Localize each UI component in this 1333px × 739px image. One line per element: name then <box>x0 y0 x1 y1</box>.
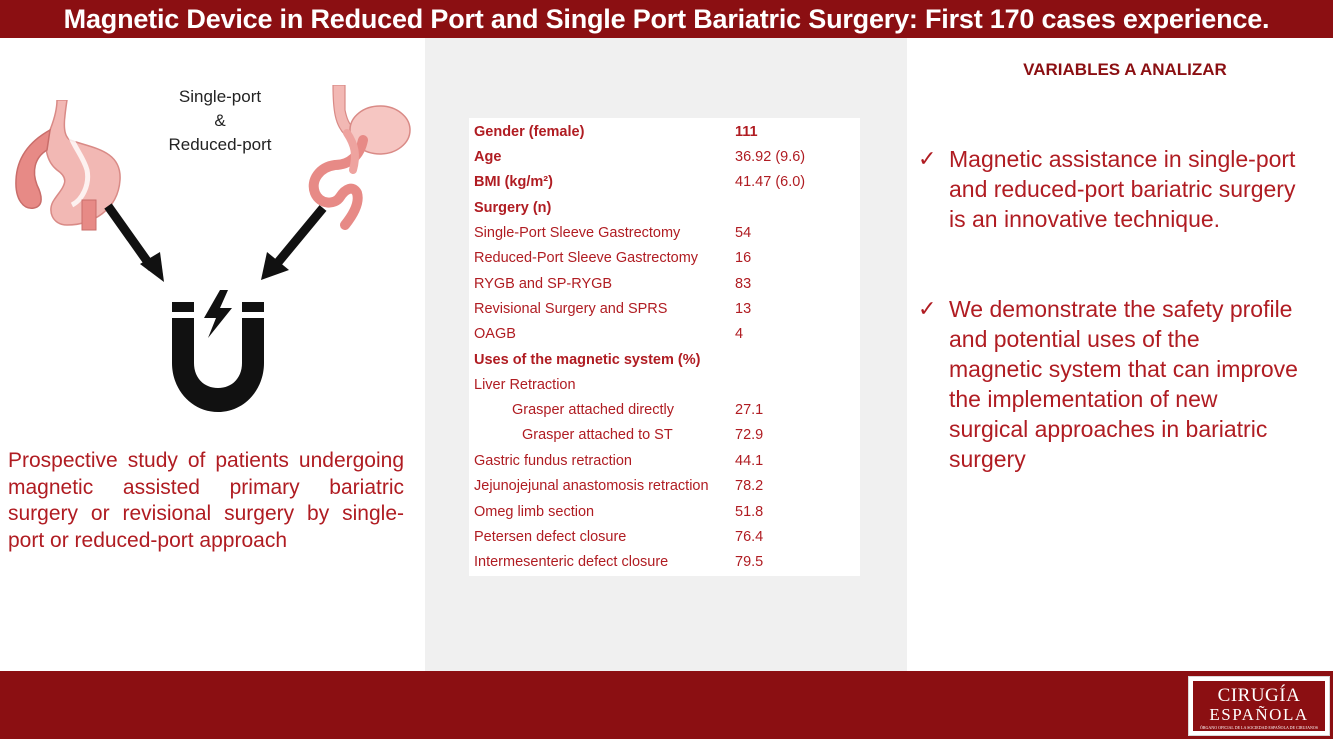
table-row <box>469 500 860 525</box>
table-row <box>469 221 860 246</box>
row-label: Surgery (n) <box>474 200 552 216</box>
row-label: Grasper attached directly <box>512 402 674 418</box>
table-row <box>469 297 860 322</box>
study-description: Prospective study of patients undergoing magnetic assisted primary bariatric surgery or revisional surgery by single-port or reduced-port approach <box>8 449 404 552</box>
row-value: 44.1 <box>735 453 764 469</box>
bullet-text: Magnetic assistance in single-port and reduced-port bariatric surgery is an innovative technique. <box>949 146 1296 232</box>
table-row <box>469 196 860 221</box>
row-label: Grasper attached to ST <box>522 427 673 443</box>
approach-labels <box>150 85 290 157</box>
row-label: Uses of the magnetic system (%) <box>474 352 701 368</box>
logo-block <box>1193 681 1325 731</box>
label-ampersand: & <box>214 111 226 130</box>
table-row <box>469 449 860 474</box>
logo-line2: ESPAÑOLA <box>1209 705 1309 724</box>
magnet-icon <box>168 288 268 416</box>
table-row <box>469 322 860 347</box>
row-value: 13 <box>735 301 752 317</box>
row-value: 41.47 (6.0) <box>735 174 806 190</box>
table-row <box>469 423 860 448</box>
row-label: Age <box>474 149 502 165</box>
row-value: 83 <box>735 276 752 292</box>
table-row <box>469 170 860 195</box>
label-reduced-port: Reduced-port <box>168 135 272 154</box>
row-label: Single-Port Sleeve Gastrectomy <box>474 225 681 241</box>
label-single-port: Single-port <box>178 87 262 106</box>
row-value: 16 <box>735 250 752 266</box>
checkmark-icon: ✓ <box>918 296 937 321</box>
row-label: Intermesenteric defect closure <box>474 554 669 570</box>
conclusion-bullet <box>918 144 1318 269</box>
checkmark-icon: ✓ <box>918 146 937 171</box>
conclusion-bullet <box>918 294 1318 479</box>
row-label: Omeg limb section <box>474 504 595 520</box>
row-label: BMI (kg/m²) <box>474 174 553 190</box>
table-row <box>469 120 860 145</box>
row-label: Petersen defect closure <box>474 529 627 545</box>
row-value: 54 <box>735 225 752 241</box>
page-title: Magnetic Device in Reduced Port and Single Port Bariatric Surgery: First 170 cases experience. <box>63 3 1270 34</box>
table-row <box>469 373 860 398</box>
row-value: 78.2 <box>735 478 764 494</box>
row-label: Liver Retraction <box>474 377 576 393</box>
arrow-icon <box>100 200 170 285</box>
logo-line3: ÓRGANO OFICIAL DE LA SOCIEDAD ESPAÑOLA DE CIRUJANOS <box>1199 725 1319 730</box>
row-label: RYGB and SP-RYGB <box>474 276 613 292</box>
table-row <box>469 272 860 297</box>
row-value: 79.5 <box>735 554 764 570</box>
row-label: Reduced-Port Sleeve Gastrectomy <box>474 250 699 266</box>
table-row <box>469 474 860 499</box>
variables-title: VARIABLES A ANALIZAR <box>1023 60 1227 79</box>
bullet-text: We demonstrate the safety profile and potential uses of the magnetic system that can improve the implementation of new surgical approaches in bariatric surgery <box>949 296 1298 472</box>
title-bar <box>0 0 1333 38</box>
results-table <box>469 118 860 576</box>
row-label: Gastric fundus retraction <box>474 453 632 469</box>
row-value: 111 <box>735 124 758 140</box>
row-value: 36.92 (9.6) <box>735 149 806 165</box>
row-label: OAGB <box>474 326 516 342</box>
row-value: 27.1 <box>735 402 764 418</box>
row-value: 76.4 <box>735 529 764 545</box>
arrow-icon <box>255 204 330 284</box>
table-row <box>469 145 860 170</box>
table-row <box>469 550 860 575</box>
table-row <box>469 525 860 550</box>
row-label: Gender (female) <box>474 124 585 140</box>
table-row <box>469 246 860 271</box>
row-label: Jejunojejunal anastomosis retraction <box>474 478 709 494</box>
logo-line1: CIRUGÍA <box>1217 685 1301 706</box>
row-label: Revisional Surgery and SPRS <box>474 301 668 317</box>
journal-logo <box>1188 676 1330 736</box>
row-value: 72.9 <box>735 427 764 443</box>
table-row <box>469 348 860 373</box>
footer-bar <box>0 671 1333 739</box>
row-value: 4 <box>735 326 744 342</box>
row-value: 51.8 <box>735 504 764 520</box>
table-row <box>469 398 860 423</box>
